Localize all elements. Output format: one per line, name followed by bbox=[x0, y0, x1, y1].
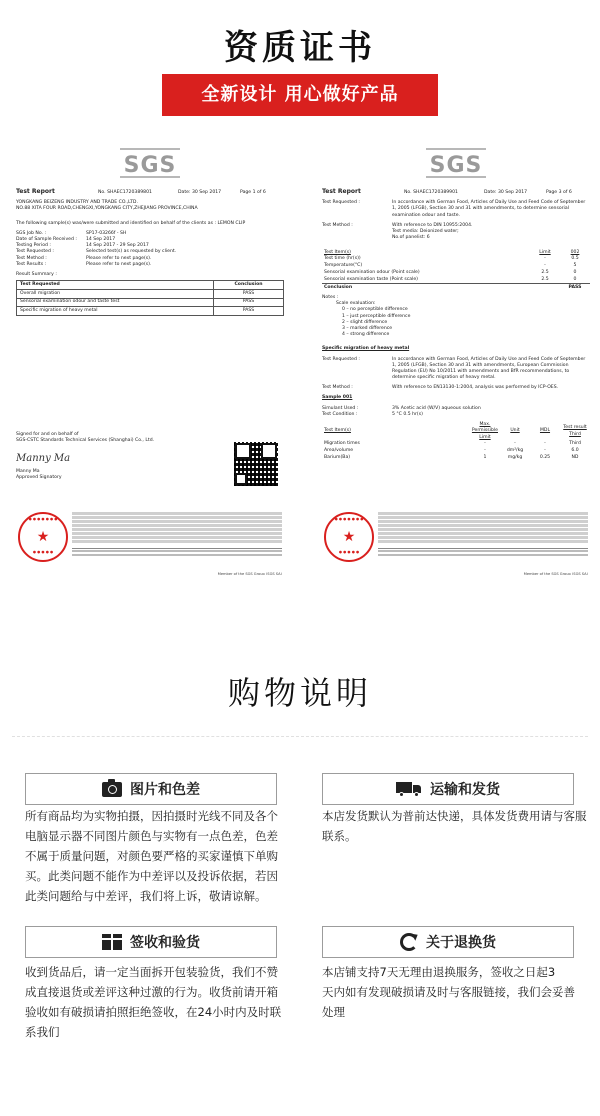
field-row: Simulant Used : 3% Acetic acid (W/V) aqueous solution bbox=[322, 405, 481, 411]
sgs-logo: SGS bbox=[426, 148, 486, 178]
field-row: Testing Period : 14 Sep 2017 - 29 Sep 2017 bbox=[16, 243, 149, 249]
sensorial-table: Test Item(s) Limit 002 Test time (hr(s)) - 0.5 Temperature(°C) - 5 Sensorial examination odour (Point scale) 2.5 0 Sensorial examination taste (Point scale) 2.5 0 Conclusion PASS bbox=[322, 249, 590, 291]
return-icon bbox=[400, 933, 418, 951]
heavy-metal-title: Specific migration of heavy metal bbox=[322, 346, 410, 352]
certificate-page-right: SGS Test Report No. SHAEC1720389901 Date: 30 Sep 2017 Page 3 of 6 Test Requested : In accordance with German Food, Articles of Daily Use and Feed Code of September 1, 2005 (LFGB), Section 30 and 31 with amendments, to determine sensorial examination odour and taste. Test Method : With reference to DIN 10955:2004. Test media: Deionized water; No.of panelist: 6 Test Item(s) Limit 002 Test time (hr(s)) - 0.5 Temperature(°C) - 5 Sensorial examination odour (Point scale) 2.5 0 Sensorial examination taste (Point scale) 2.5 0 Conclusion PASS Notes : Scale evaluation: 0 – no perceptible difference 1 – just perceptible difference 2 – slight difference 3 – marked difference 4 – strong difference Specific migration of heavy metal Test Requested : In accordance with German Food, Articles of Daily Use and Feed Code of September 1, 2005 (LFGB), Section 30 and 31 with amendments, European Commission Regulation (EU) No 10/2011 with amendments and BfR recommendations, to determine specific migration of heavy metal. Test Method : With reference to EN13130-1:2004, analysis was performed by ICP-OES. Sample 001 Simulant Used : 3% Acetic acid (W/V) aqueous solution Test Condition : 5 °C 0.5 hr(s) Test Item(s) Max. Permissible Limit Unit MDL Test result Third Migration times - - - Third Area/volume - dm²/kg - 6.0 Barium(Ba) 1 mg/kg 0.25 ND ● ● ● ● ● ● ● ★ ● ● ● ● ● Member of the SGS Group (SGS SA) bbox=[322, 140, 590, 575]
report-title: Test Report bbox=[322, 188, 361, 195]
report-no: No. SHAEC1720389801 bbox=[98, 190, 152, 195]
cert-title: 资质证书 bbox=[224, 28, 376, 68]
field-row: Test Requested : In accordance with German Food, Articles of Daily Use and Feed Code of September 1, 2005 (LFGB), Section 30 and 31 with amendments, to determine sensorial examination odour and taste. bbox=[322, 200, 586, 218]
company-name: YONGKANG BEIZENG INDUSTRY AND TRADE CO.,LTD. bbox=[16, 200, 138, 206]
card-shipping-text: 本店发货默认为普前达快递，具体发货费用请与客服 联系。 bbox=[322, 809, 587, 843]
sample-label: Sample 001 bbox=[322, 395, 353, 401]
lab-address bbox=[378, 548, 588, 556]
signature-block: Signed for and on behalf of SGS-CSTC Standards Technical Services (Shanghai) Co., Ltd. Manny Ma Manny Ma Approved Signatory bbox=[16, 432, 284, 481]
company-address: NO.88 XITA FOUR ROAD,CHENGXI,YONGKANG CITY,ZHEJIANG PROVINCE,CHINA bbox=[16, 206, 198, 212]
field-row: Test Requested : Selected test(s) as requested by client. bbox=[16, 249, 177, 255]
qr-code-icon bbox=[234, 442, 278, 486]
table-row: Specific migration of heavy metal PASS bbox=[17, 307, 284, 316]
report-date: Date: 30 Sep 2017 bbox=[178, 190, 222, 195]
table-row: Overall migration PASS bbox=[17, 289, 284, 298]
table-row: Sensorial examination odour and taste test PASS bbox=[17, 298, 284, 307]
lab-address bbox=[72, 548, 282, 556]
field-row: Test Results : Please refer to next page(s). bbox=[16, 261, 152, 267]
cert-banner: 全新设计 用心做好产品 bbox=[162, 74, 438, 116]
certificate-page-left bbox=[16, 140, 284, 575]
card-photo-color: 图片和色差 bbox=[25, 773, 277, 805]
divider bbox=[12, 736, 588, 737]
red-seal-icon: ● ● ● ● ● ● ● ★ ● ● ● ● ● bbox=[18, 512, 68, 562]
report-page: Page 1 of 6 bbox=[240, 190, 266, 195]
card-returns-text: 本店铺支持7天无理由退换服务，签收之日起3 天内如有发现破损请及时与客服链接，我们会妥善 处理 bbox=[322, 965, 575, 1019]
report-title: Test Report bbox=[16, 188, 55, 195]
member-note: Member of the SGS Group (SGS SA) bbox=[217, 572, 282, 575]
card-returns: 关于退换货 bbox=[322, 926, 574, 958]
field-row: Test Method : With reference to DIN 10955:2004. bbox=[322, 222, 473, 228]
report-page: Page 3 of 6 bbox=[546, 190, 572, 195]
box-icon bbox=[102, 934, 122, 950]
fine-print bbox=[72, 512, 282, 546]
table-row: Temperature(°C) - 5 bbox=[324, 263, 577, 269]
card-receipt-text: 收到货品后，请一定当面拆开包装验货，我们不赞 成直接退货或差评这种过激的行为。收货前请开箱 验收如有破损请拍照拒绝签收，在24小时内及时联 系我们 bbox=[25, 965, 282, 1039]
result-summary-label: Result Summary : bbox=[16, 271, 57, 277]
table-row: Sensorial examination taste (Point scale) 2.5 0 bbox=[324, 276, 577, 282]
member-note: Member of the SGS Group (SGS SA) bbox=[523, 572, 588, 575]
field-row: Test Method : Please refer to next page(s). bbox=[16, 255, 152, 261]
table-row: Test time (hr(s)) - 0.5 bbox=[324, 256, 579, 262]
field-row: Date of Sample Received : 14 Sep 2017 bbox=[16, 236, 116, 242]
table-row: Area/volume - dm²/kg - 6.0 bbox=[324, 448, 579, 454]
card-receipt: 签收和验货 bbox=[25, 926, 277, 958]
table-row: Sensorial examination odour (Point scale) 2.5 0 bbox=[324, 269, 577, 275]
card-shipping: 运输和发货 bbox=[322, 773, 574, 805]
intro-text: The following sample(s) was/were submitted and identified on behalf of the clients as : LEMON CLIP bbox=[16, 220, 246, 226]
report-date: Date: 30 Sep 2017 bbox=[484, 190, 528, 195]
red-seal-icon: ● ● ● ● ● ● ● ★ ● ● ● ● ● bbox=[324, 512, 374, 562]
signature: Manny Ma bbox=[16, 453, 71, 465]
heavy-metal-table: Test Item(s) Max. Permissible Limit Unit MDL Test result Third Migration times - - - Third Area/volume - dm²/kg - 6.0 Barium(Ba) 1 mg/kg 0.25 ND bbox=[322, 422, 590, 462]
card-photo-color-text: 所有商品均为实物拍摄，因拍摄时光线不同及各个 电脑显示器不同图片颜色与实物有一点色差，色差 不属于质量问题，对颜色要严格的买家谨慎下单购 买。此类问题不能作为中差评以及投诉依据，若因 此类问题给与中差评，我们将上诉，敬请谅解。 bbox=[25, 809, 278, 903]
fine-print bbox=[378, 512, 588, 546]
sgs-logo: SGS bbox=[120, 148, 180, 178]
report-no: No. SHAEC1720389901 bbox=[404, 190, 458, 195]
camera-icon bbox=[102, 782, 122, 797]
field-row: SGS Job No. : SP17-03266f - SH bbox=[16, 230, 127, 236]
table-row: Barium(Ba) 1 mg/kg 0.25 ND bbox=[324, 455, 579, 461]
purchase-title: 购物说明 bbox=[227, 674, 372, 712]
notes-label: Notes : bbox=[322, 295, 339, 300]
table-row: Migration times - - - Third bbox=[324, 441, 581, 447]
field-row: Test Method : With reference to EN13130-1:2004, analysis was performed by ICP-OES. bbox=[322, 385, 559, 391]
field-row: Test Condition : 5 °C 0.5 hr(s) bbox=[322, 411, 423, 417]
truck-icon bbox=[396, 782, 422, 797]
field-row: Test Requested : In accordance with German Food, Articles of Daily Use and Feed Code of September 1, 2005 (LFGB), Section 30 and 31 with amendments, European Commission Regulation (EU) No 10/2011 with amendments and BfR recommendations, to determine specific migration of heavy metal. bbox=[322, 356, 586, 381]
result-summary-table: Test Requested Conclusion Overall migration PASS Sensorial examination odour and taste test PASS Specific migration of heavy metal PASS bbox=[16, 280, 284, 316]
scale-evaluation: Scale evaluation: 0 – no perceptible difference 1 – just perceptible difference 2 – slight difference 3 – marked difference 4 – strong difference bbox=[336, 301, 411, 338]
